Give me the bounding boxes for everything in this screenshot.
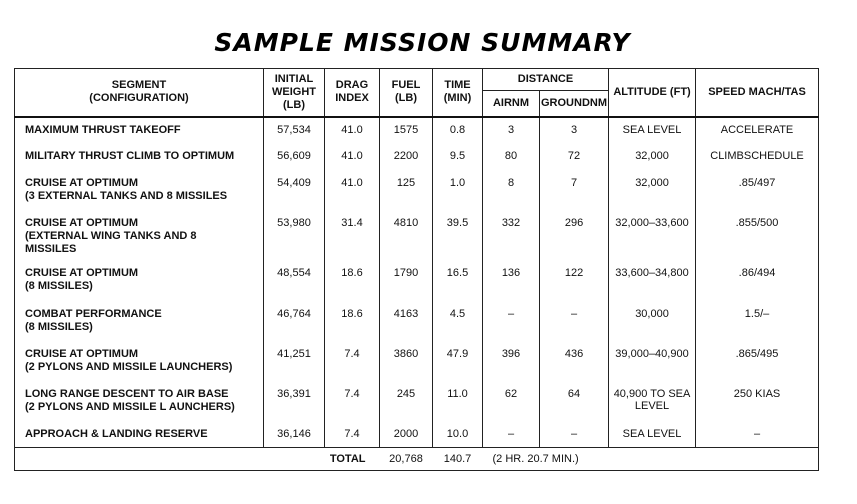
header-altitude: ALTITUDE (FT) — [609, 69, 696, 117]
row-segment: CRUISE AT OPTIMUM (3 EXTERNAL TANKS AND 8 MISSILES — [15, 171, 264, 211]
page-title: SAMPLE MISSION SUMMARY — [214, 28, 631, 57]
row-drag-index: 41.0 — [325, 117, 380, 144]
row-air-nm: 396 — [483, 342, 540, 382]
row-air-nm: 80 — [483, 144, 540, 171]
row-air-nm: – — [483, 422, 540, 448]
row-initial-weight: 46,764 — [264, 302, 325, 342]
table-row — [15, 261, 819, 302]
table-body — [15, 117, 819, 448]
row-fuel: 1790 — [380, 261, 433, 302]
row-altitude: 40,900 TO SEA LEVEL — [609, 382, 696, 422]
row-drag-index: 41.0 — [325, 171, 380, 211]
row-ground-nm: 7 — [540, 171, 609, 211]
row-speed: CLIMBSCHEDULE — [696, 144, 819, 171]
row-speed: .865/495 — [696, 342, 819, 382]
row-segment: LONG RANGE DESCENT TO AIR BASE (2 PYLONS AND MISSILE L AUNCHERS) — [15, 382, 264, 422]
header-ground-nm: GROUNDNM — [540, 91, 609, 117]
table-header — [15, 69, 819, 117]
row-ground-nm: 296 — [540, 211, 609, 261]
row-segment: APPROACH & LANDING RESERVE — [15, 422, 264, 448]
total-time: 140.7 — [433, 448, 483, 471]
row-ground-nm: – — [540, 422, 609, 448]
row-speed: .86/494 — [696, 261, 819, 302]
row-initial-weight: 48,554 — [264, 261, 325, 302]
row-drag-index: 18.6 — [325, 302, 380, 342]
row-ground-nm: 72 — [540, 144, 609, 171]
row-ground-nm: 64 — [540, 382, 609, 422]
row-air-nm: 62 — [483, 382, 540, 422]
row-drag-index: 31.4 — [325, 211, 380, 261]
table-row — [15, 422, 819, 448]
row-segment: MAXIMUM THRUST TAKEOFF — [15, 117, 264, 144]
row-speed: .855/500 — [696, 211, 819, 261]
table-row — [15, 171, 819, 211]
row-initial-weight: 56,609 — [264, 144, 325, 171]
row-initial-weight: 36,391 — [264, 382, 325, 422]
header-air-nm: AIRNM — [483, 91, 540, 117]
row-ground-nm: – — [540, 302, 609, 342]
row-segment: CRUISE AT OPTIMUM (2 PYLONS AND MISSILE LAUNCHERS) — [15, 342, 264, 382]
row-time: 39.5 — [433, 211, 483, 261]
row-drag-index: 7.4 — [325, 382, 380, 422]
row-air-nm: 8 — [483, 171, 540, 211]
row-segment: CRUISE AT OPTIMUM (EXTERNAL WING TANKS AND 8 MISSILES — [15, 211, 264, 261]
row-time: 16.5 — [433, 261, 483, 302]
row-air-nm: 3 — [483, 117, 540, 144]
row-drag-index: 7.4 — [325, 342, 380, 382]
row-drag-index: 41.0 — [325, 144, 380, 171]
row-fuel: 4163 — [380, 302, 433, 342]
table-row — [15, 382, 819, 422]
row-speed: – — [696, 422, 819, 448]
table-row — [15, 144, 819, 171]
row-fuel: 1575 — [380, 117, 433, 144]
row-speed: .85/497 — [696, 171, 819, 211]
table-row — [15, 302, 819, 342]
row-time: 47.9 — [433, 342, 483, 382]
total-fuel: 20,768 — [380, 448, 433, 471]
mission-summary-table — [14, 68, 819, 471]
row-time: 10.0 — [433, 422, 483, 448]
header-configuration-label: (CONFIGURATION) — [89, 92, 189, 105]
row-fuel: 245 — [380, 382, 433, 422]
row-fuel: 2200 — [380, 144, 433, 171]
row-speed: ACCELERATE — [696, 117, 819, 144]
table-row — [15, 117, 819, 144]
row-segment: CRUISE AT OPTIMUM (8 MISSILES) — [15, 261, 264, 302]
row-altitude: 32,000 — [609, 171, 696, 211]
row-fuel: 3860 — [380, 342, 433, 382]
row-initial-weight: 36,146 — [264, 422, 325, 448]
header-drag-index: DRAG INDEX — [325, 69, 380, 117]
header-speed: SPEED MACH/TAS — [696, 69, 819, 117]
row-altitude: SEA LEVEL — [609, 117, 696, 144]
table-row — [15, 211, 819, 261]
row-air-nm: 332 — [483, 211, 540, 261]
row-drag-index: 7.4 — [325, 422, 380, 448]
row-altitude: SEA LEVEL — [609, 422, 696, 448]
row-altitude: 39,000–40,900 — [609, 342, 696, 382]
header-time: TIME (MIN) — [433, 69, 483, 117]
row-ground-nm: 436 — [540, 342, 609, 382]
header-initial-weight: INITIAL WEIGHT (LB) — [264, 69, 325, 117]
row-segment: COMBAT PERFORMANCE (8 MISSILES) — [15, 302, 264, 342]
row-drag-index: 18.6 — [325, 261, 380, 302]
row-fuel: 125 — [380, 171, 433, 211]
row-air-nm: – — [483, 302, 540, 342]
table-row — [15, 342, 819, 382]
row-fuel: 2000 — [380, 422, 433, 448]
row-initial-weight: 54,409 — [264, 171, 325, 211]
header-fuel: FUEL (LB) — [380, 69, 433, 117]
row-altitude: 33,600–34,800 — [609, 261, 696, 302]
row-time: 11.0 — [433, 382, 483, 422]
row-fuel: 4810 — [380, 211, 433, 261]
row-air-nm: 136 — [483, 261, 540, 302]
row-altitude: 32,000 — [609, 144, 696, 171]
table-footer — [15, 448, 819, 471]
header-segment — [15, 69, 264, 117]
row-time: 4.5 — [433, 302, 483, 342]
row-time: 0.8 — [433, 117, 483, 144]
row-time: 1.0 — [433, 171, 483, 211]
header-segment-label: SEGMENT — [111, 79, 167, 92]
header-distance: DISTANCE — [483, 69, 609, 91]
total-duration: (2 HR. 20.7 MIN.) — [483, 448, 819, 471]
row-altitude: 32,000–33,600 — [609, 211, 696, 261]
row-segment: MILITARY THRUST CLIMB TO OPTIMUM — [15, 144, 264, 171]
row-ground-nm: 122 — [540, 261, 609, 302]
row-time: 9.5 — [433, 144, 483, 171]
row-initial-weight: 53,980 — [264, 211, 325, 261]
total-label: TOTAL — [15, 448, 380, 471]
row-initial-weight: 57,534 — [264, 117, 325, 144]
row-speed: 250 KIAS — [696, 382, 819, 422]
row-initial-weight: 41,251 — [264, 342, 325, 382]
row-speed: 1.5/– — [696, 302, 819, 342]
row-altitude: 30,000 — [609, 302, 696, 342]
row-ground-nm: 3 — [540, 117, 609, 144]
